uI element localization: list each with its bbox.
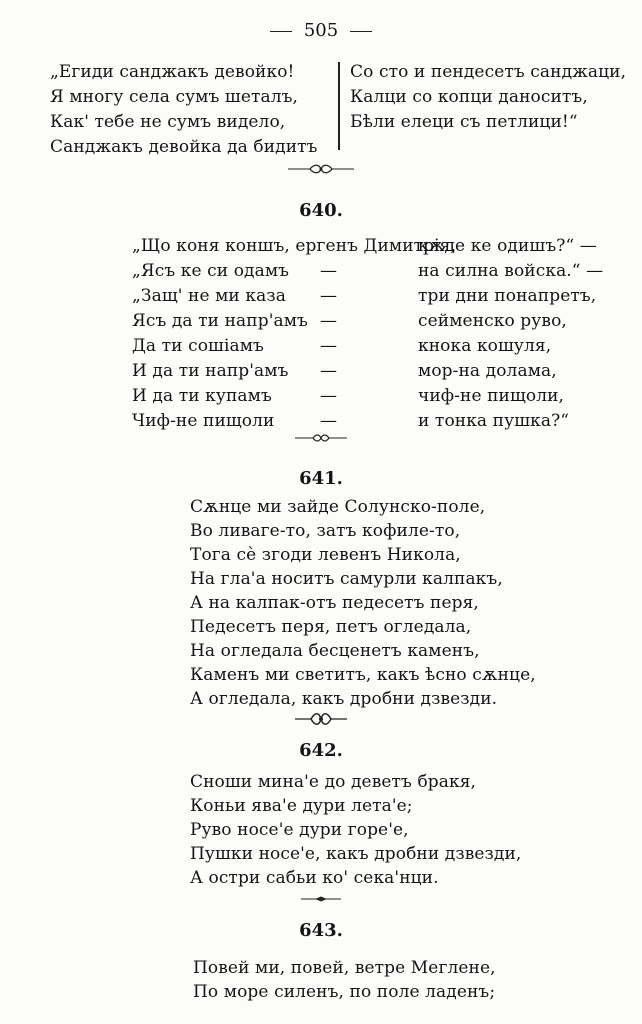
verse-line-right: чиф-не пищоли, (418, 386, 565, 406)
ornament-icon (286, 163, 356, 175)
ornament-divider (0, 433, 642, 443)
dash-mark: — (320, 386, 337, 406)
verse-line: На гла'а носитъ самурли калпакъ, (190, 569, 503, 589)
song-number-643: 643. (299, 920, 343, 941)
verse-line: Коньи ява'е дури лета'е; (190, 796, 413, 816)
verse-line-right: на силна войска.“ — (418, 261, 604, 281)
verse-line: Я многу села сумъ шеталъ, (50, 87, 299, 107)
song-number-640: 640. (299, 200, 343, 221)
ornament-divider (0, 163, 642, 175)
verse-line: На огледала бесценетъ каменъ, (190, 641, 480, 661)
song-number-642: 642. (299, 740, 343, 761)
verse-line: Калци со копци даноситъ, (350, 87, 588, 107)
ornament-icon (299, 896, 343, 902)
verse-line: А остри сабьи ко' сека'нци. (190, 868, 439, 888)
verse-line: Сноши мина'е до деветъ бракя, (190, 772, 477, 792)
verse-line: Руво носе'е дури горе'е, (190, 820, 409, 840)
ornament-divider (0, 896, 642, 902)
verse-line-right: сейменско руво, (418, 311, 567, 331)
verse-line: Повей ми, повей, ветре Меглене, (193, 958, 496, 978)
verse-line-right: кѫде ке одишъ?“ — (418, 236, 597, 256)
verse-line-left: Чиф-не пищоли (132, 411, 275, 431)
ornament-divider (0, 712, 642, 726)
verse-line-right: три дни понапретъ, (418, 286, 597, 306)
verse-line: „Егиди санджакъ девойко! (50, 62, 295, 82)
dash-mark: — (320, 286, 337, 306)
page-header (0, 20, 642, 41)
header-dash-right (350, 31, 372, 32)
column-divider (338, 62, 340, 150)
verse-line-left: „Що коня коншъ, ергенъ Димитрія, (132, 236, 456, 256)
verse-line-right: кнока кошуля, (418, 336, 552, 356)
ornament-icon (293, 712, 349, 726)
song-number-641: 641. (299, 468, 343, 489)
verse-line-right: мор-на долама, (418, 361, 557, 381)
verse-line-left: „Ясъ ке си одамъ (132, 261, 290, 281)
dash-mark: — (320, 361, 337, 381)
dash-mark: — (320, 311, 337, 331)
verse-line: А огледала, какъ дробни дзвезди. (190, 689, 498, 709)
verse-line-left: И да ти купамъ (132, 386, 272, 406)
verse-line-left: Да ти сошіамъ (132, 336, 264, 356)
dash-mark: — (320, 411, 337, 431)
verse-line: А на калпак-отъ педесетъ перя, (190, 593, 479, 613)
verse-line: Во ливаге-то, затъ кофиле-то, (190, 521, 461, 541)
dash-mark: — (320, 336, 337, 356)
verse-line: Педесетъ перя, петъ огледала, (190, 617, 472, 637)
verse-line: Тога сѐ згоди левенъ Никола, (190, 545, 461, 565)
verse-line: Санджакъ девойка да бидитъ (50, 137, 318, 157)
dash-mark: — (320, 261, 337, 281)
verse-line: Сѫнце ми зайде Солунско-поле, (190, 497, 486, 517)
verse-line: Как' тебе не сумъ видело, (50, 112, 286, 132)
verse-line-right: и тонка пушка?“ (418, 411, 570, 431)
page-number: 505 (303, 20, 339, 41)
verse-line: Каменъ ми светитъ, какъ ѣсно сѫнце, (190, 665, 536, 685)
verse-line: Бѣли елеци съ петлици!“ (350, 112, 578, 132)
ornament-icon (293, 433, 349, 443)
verse-line-left: Ясъ да ти напр'амъ (132, 311, 308, 331)
verse-line: Пушки носе'е, какъ дробни дзвезди, (190, 844, 522, 864)
verse-line: Со сто и пендесетъ санджаци, (350, 62, 627, 82)
verse-line: По море силенъ, по поле ладенъ; (193, 982, 496, 1002)
header-dash-left (270, 31, 292, 32)
verse-line-left: И да ти напр'амъ (132, 361, 289, 381)
verse-line-left: „Защ' не ми каза (132, 286, 286, 306)
